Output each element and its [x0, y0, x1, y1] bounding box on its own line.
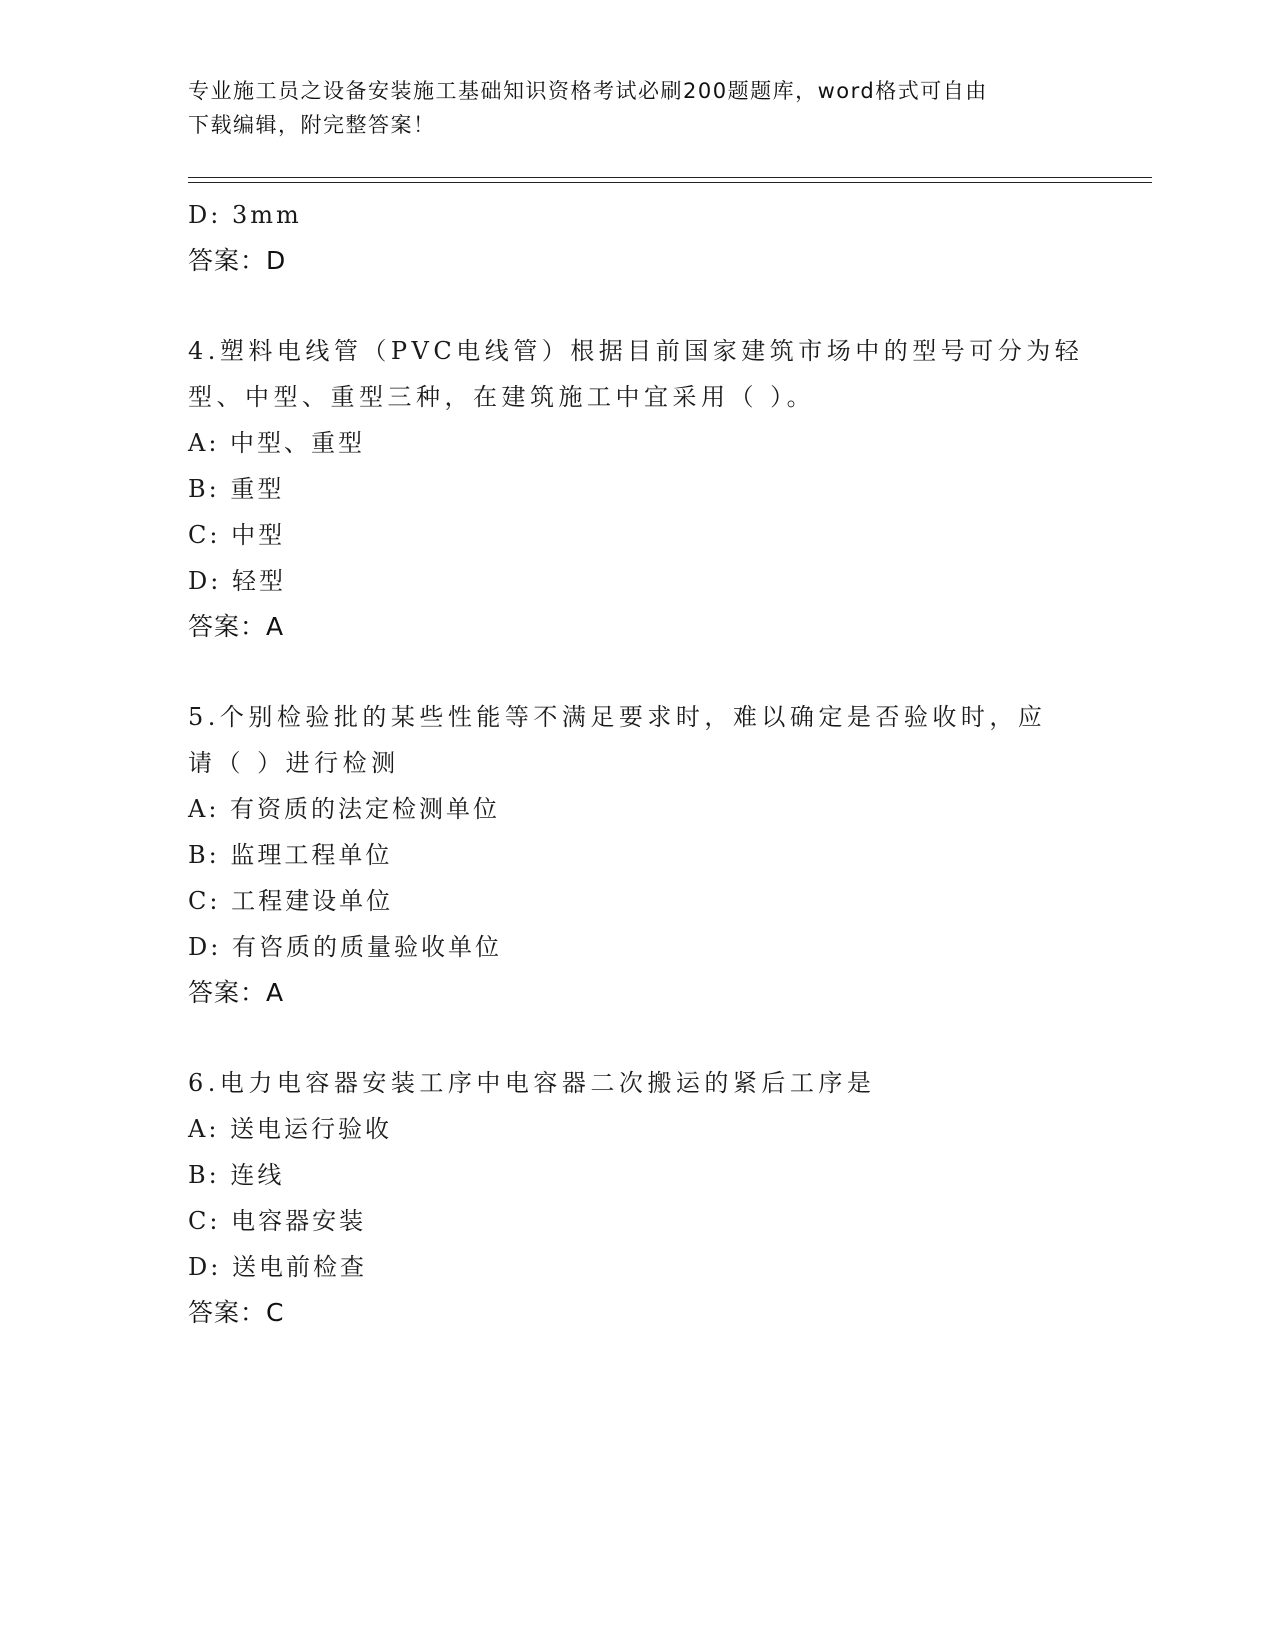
document-header — [188, 74, 1068, 142]
option-a: A: 中型、重型 — [188, 429, 366, 457]
option-b: B: 重型 — [188, 475, 285, 503]
option-b: B: 连线 — [188, 1161, 285, 1189]
option-d: D: 有咨质的质量验收单位 — [188, 933, 502, 961]
option-c: C: 电容器安装 — [188, 1207, 367, 1235]
answer-line: 答案：D — [188, 246, 287, 275]
header-rule-top — [188, 177, 1152, 178]
option-d: D: 3mm — [188, 201, 302, 229]
question-text-line: 5.个别检验批的某些性能等不满足要求时，难以确定是否验收时，应 — [188, 703, 1047, 731]
question-text-line: 型、中型、重型三种，在建筑施工中宜采用（ ）。 — [188, 383, 816, 411]
option-c: C: 工程建设单位 — [188, 887, 394, 915]
question-text-line: 4.塑料电线管（PVC电线管）根据目前国家建筑市场中的型号可分为轻 — [188, 337, 1084, 365]
answer-line: 答案：C — [188, 1298, 285, 1327]
question-6 — [188, 1060, 1088, 1336]
option-c: C: 中型 — [188, 521, 286, 549]
previous-question-tail — [188, 192, 1088, 284]
question-text — [188, 1060, 1088, 1106]
option-d: D: 轻型 — [188, 567, 286, 595]
answer-line: 答案：A — [188, 978, 285, 1007]
question-4 — [188, 328, 1088, 650]
question-text — [188, 694, 1088, 786]
header-line-2: 下载编辑，附完整答案！ — [188, 113, 436, 137]
question-text-line: 6.电力电容器安装工序中电容器二次搬运的紧后工序是 — [188, 1069, 876, 1097]
answer-line: 答案：A — [188, 612, 285, 641]
option-d: D: 送电前检查 — [188, 1253, 367, 1281]
question-text-line: 请（ ）进行检测 — [188, 749, 400, 777]
option-a: A: 送电运行验收 — [188, 1115, 393, 1143]
document-body — [188, 192, 1088, 1336]
header-line-1: 专业施工员之设备安装施工基础知识资格考试必刷200题题库，word格式可自由 — [188, 79, 988, 103]
header-rule-bottom — [188, 182, 1152, 183]
question-5 — [188, 694, 1088, 1016]
option-a: A: 有资质的法定检测单位 — [188, 795, 501, 823]
question-text — [188, 328, 1088, 420]
option-b: B: 监理工程单位 — [188, 841, 393, 869]
